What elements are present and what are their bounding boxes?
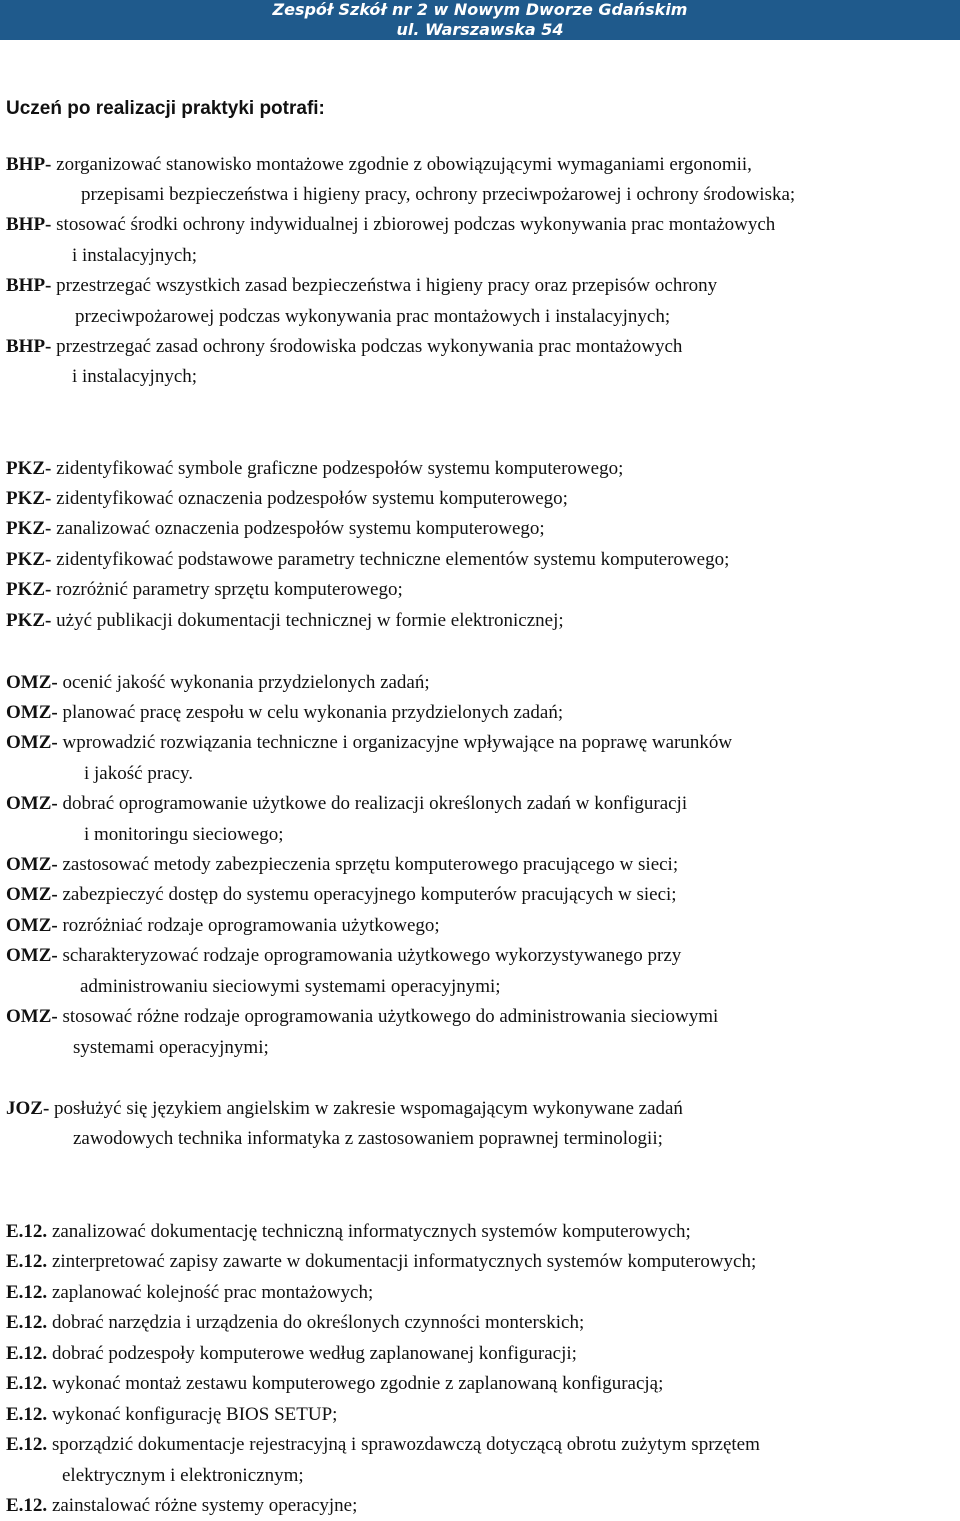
e12-item-2 <box>6 1251 756 1273</box>
omz-code: OMZ- <box>6 702 58 723</box>
omz-item-4-cont: i monitoringu sieciowego; <box>84 824 284 845</box>
omz-item-3 <box>6 732 732 754</box>
omz-item-8 <box>6 945 681 967</box>
page-header <box>0 0 960 40</box>
e12-item-6 <box>6 1373 663 1395</box>
omz-code: OMZ- <box>6 1006 58 1027</box>
e12-item-1 <box>6 1221 691 1243</box>
e12-item-5 <box>6 1343 577 1365</box>
pkz-text: zanalizować oznaczenia podzespołów systemu komputerowego; <box>56 518 545 539</box>
omz-code: OMZ- <box>6 672 58 693</box>
pkz-item-4 <box>6 549 729 571</box>
omz-text: stosować różne rodzaje oprogramowania użytkowego do administrowania sieciowymi <box>62 1006 719 1027</box>
joz-text: posłużyć się językiem angielskim w zakresie wspomagającym wykonywane zadań <box>54 1098 683 1119</box>
omz-item-7 <box>6 915 440 937</box>
bhp-item-3-cont: przeciwpożarowej podczas wykonywania prac montażowych i instalacyjnych; <box>75 306 671 327</box>
omz-text: zabezpieczyć dostęp do systemu operacyjnego komputerów pracujących w sieci; <box>62 884 677 905</box>
header-school-name: Zespół Szkół nr 2 w Nowym Dworze Gdańskim <box>272 0 688 19</box>
omz-item-6 <box>6 884 677 906</box>
omz-text: rozróżniać rodzaje oprogramowania użytkowego; <box>62 915 440 936</box>
e12-item-3 <box>6 1282 373 1304</box>
pkz-code: PKZ- <box>6 518 52 539</box>
pkz-text: zidentyfikować oznaczenia podzespołów systemu komputerowego; <box>56 488 568 509</box>
pkz-item-3 <box>6 518 545 540</box>
omz-code: OMZ- <box>6 854 58 875</box>
pkz-text: użyć publikacji dokumentacji technicznej w formie elektronicznej; <box>56 610 564 631</box>
e12-text: zainstalować różne systemy operacyjne; <box>51 1495 358 1516</box>
joz-code: JOZ- <box>6 1098 50 1119</box>
omz-item-4 <box>6 793 687 815</box>
omz-item-3-cont: i jakość pracy. <box>84 763 194 784</box>
e12-item-8-cont: elektrycznym i elektronicznym; <box>62 1465 304 1486</box>
e12-text: wykonać konfigurację BIOS SETUP; <box>51 1404 338 1425</box>
pkz-item-1 <box>6 458 623 480</box>
joz-item-1-cont: zawodowych technika informatyka z zastosowaniem poprawnej terminologii; <box>73 1128 663 1149</box>
omz-text: wprowadzić rozwiązania techniczne i organizacyjne wpływające na poprawę warunków <box>62 732 733 753</box>
e12-code: E.12. <box>6 1282 48 1303</box>
e12-item-9 <box>6 1495 357 1517</box>
e12-code: E.12. <box>6 1343 48 1364</box>
bhp-code: BHP- <box>6 154 52 175</box>
page-title: Uczeń po realizacji praktyki potrafi: <box>6 98 325 119</box>
omz-code: OMZ- <box>6 915 58 936</box>
bhp-item-4 <box>6 336 682 358</box>
omz-item-9 <box>6 1006 718 1028</box>
e12-item-4 <box>6 1312 584 1334</box>
bhp-text: przestrzegać zasad ochrony środowiska podczas wykonywania prac montażowych <box>56 336 683 357</box>
bhp-item-2 <box>6 214 775 236</box>
omz-text: planować pracę zespołu w celu wykonania przydzielonych zadań; <box>62 702 564 723</box>
bhp-item-4-cont: i instalacyjnych; <box>72 366 198 387</box>
e12-text: dobrać podzespoły komputerowe według zaplanowanej konfiguracji; <box>51 1343 577 1364</box>
omz-text: ocenić jakość wykonania przydzielonych zadań; <box>62 672 430 693</box>
pkz-text: rozróżnić parametry sprzętu komputerowego; <box>56 579 403 600</box>
e12-text: sporządzić dokumentacje rejestracyjną i sprawozdawczą dotyczącą obrotu zużytym sprzętem <box>51 1434 760 1455</box>
pkz-text: zidentyfikować symbole graficzne podzespołów systemu komputerowego; <box>56 458 624 479</box>
omz-code: OMZ- <box>6 793 58 814</box>
omz-text: zastosować metody zabezpieczenia sprzętu komputerowego pracującego w sieci; <box>62 854 679 875</box>
bhp-code: BHP- <box>6 275 52 296</box>
omz-code: OMZ- <box>6 884 58 905</box>
bhp-item-1 <box>6 154 752 176</box>
header-address: ul. Warszawska 54 <box>396 20 564 39</box>
e12-code: E.12. <box>6 1404 48 1425</box>
omz-item-8-cont: administrowaniu sieciowymi systemami operacyjnymi; <box>80 976 501 997</box>
e12-code: E.12. <box>6 1312 48 1333</box>
pkz-item-6 <box>6 610 564 632</box>
bhp-text: zorganizować stanowisko montażowe zgodnie z obowiązującymi wymaganiami ergonomii, <box>56 154 752 175</box>
bhp-code: BHP- <box>6 336 52 357</box>
e12-text: zaplanować kolejność prac montażowych; <box>51 1282 374 1303</box>
bhp-code: BHP- <box>6 214 52 235</box>
omz-text: dobrać oprogramowanie użytkowe do realizacji określonych zadań w konfiguracji <box>62 793 688 814</box>
e12-text: wykonać montaż zestawu komputerowego zgodnie z zaplanowaną konfiguracją; <box>51 1373 664 1394</box>
e12-code: E.12. <box>6 1495 48 1516</box>
pkz-code: PKZ- <box>6 610 52 631</box>
e12-code: E.12. <box>6 1221 48 1242</box>
omz-item-5 <box>6 854 678 876</box>
pkz-code: PKZ- <box>6 549 52 570</box>
e12-text: zanalizować dokumentację techniczną informatycznych systemów komputerowych; <box>51 1221 691 1242</box>
pkz-item-5 <box>6 579 403 601</box>
e12-item-8 <box>6 1434 760 1456</box>
bhp-text: stosować środki ochrony indywidualnej i zbiorowej podczas wykonywania prac montażowych <box>56 214 776 235</box>
e12-item-7 <box>6 1404 337 1426</box>
bhp-text: przestrzegać wszystkich zasad bezpieczeństwa i higieny pracy oraz przepisów ochrony <box>56 275 718 296</box>
pkz-code: PKZ- <box>6 458 52 479</box>
bhp-item-3 <box>6 275 717 297</box>
joz-item-1 <box>6 1098 683 1120</box>
omz-item-9-cont: systemami operacyjnymi; <box>73 1037 269 1058</box>
pkz-code: PKZ- <box>6 579 52 600</box>
e12-code: E.12. <box>6 1373 48 1394</box>
e12-text: dobrać narzędzia i urządzenia do określonych czynności monterskich; <box>51 1312 585 1333</box>
e12-code: E.12. <box>6 1434 48 1455</box>
omz-code: OMZ- <box>6 732 58 753</box>
omz-item-2 <box>6 702 563 724</box>
bhp-item-1-cont: przepisami bezpieczeństwa i higieny pracy, ochrony przeciwpożarowej i ochrony środowiska; <box>81 184 796 205</box>
pkz-code: PKZ- <box>6 488 52 509</box>
omz-code: OMZ- <box>6 945 58 966</box>
e12-code: E.12. <box>6 1251 48 1272</box>
pkz-item-2 <box>6 488 568 510</box>
omz-item-1 <box>6 672 430 694</box>
e12-text: zinterpretować zapisy zawarte w dokumentacji informatycznych systemów komputerowych; <box>51 1251 757 1272</box>
pkz-text: zidentyfikować podstawowe parametry techniczne elementów systemu komputerowego; <box>56 549 730 570</box>
omz-text: scharakteryzować rodzaje oprogramowania użytkowego wykorzystywanego przy <box>62 945 682 966</box>
bhp-item-2-cont: i instalacyjnych; <box>72 245 198 266</box>
